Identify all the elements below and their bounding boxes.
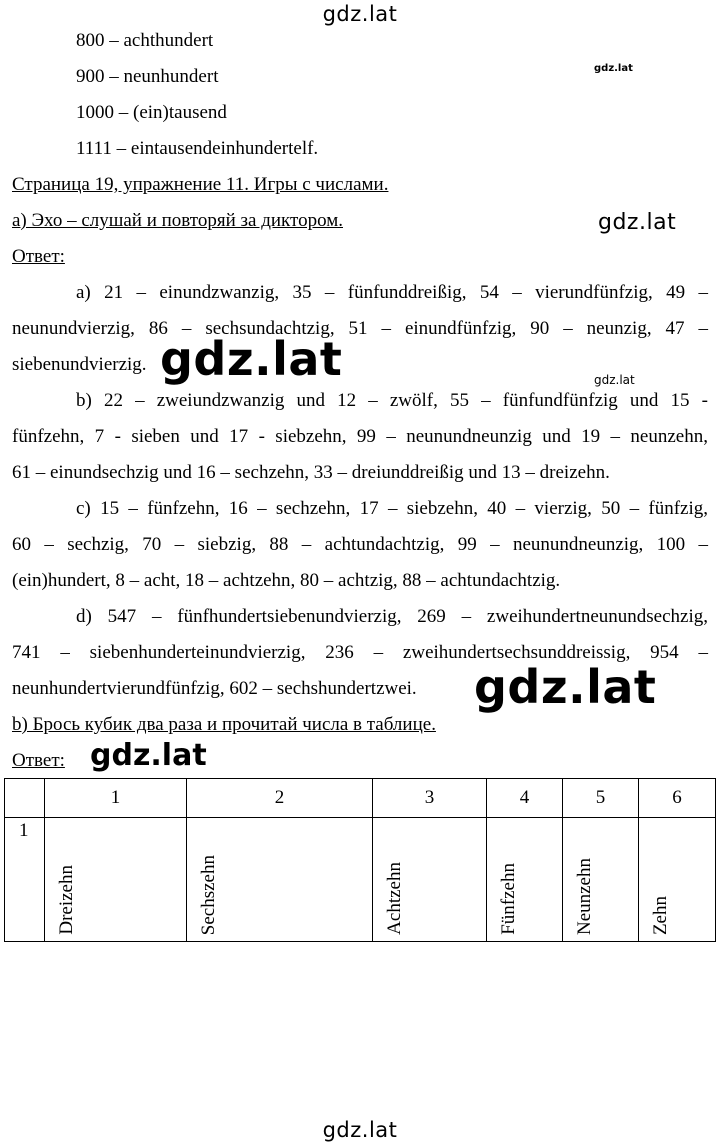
answer-label-2: Ответ: [12,750,65,771]
table-header-cell: 5 [563,779,639,818]
number-line-1000: 1000 – (ein)tausend [76,102,227,123]
table-header-cell: 3 [373,779,487,818]
table-row-label: 1 [5,818,45,942]
table-cell [373,818,487,942]
dice-numbers-table [4,778,716,942]
table-cell-text: Achtzehn [384,862,405,935]
table-cell-text: Sechszehn [198,854,219,935]
answer-d-line-3: neunhundertvierundfünfzig, 602 – sechshundertzwei. [12,678,417,699]
number-line-900: 900 – neunhundert [76,66,219,87]
answer-c-line-2: 60 – sechzig, 70 – siebzig, 88 – achtundachtzig, 99 – neunundneunzig, 100 – [12,534,708,555]
table-cell-text: Zehn [650,895,671,935]
watermark-top: gdz.lat [322,2,398,26]
table-header-cell: 6 [639,779,716,818]
answer-d-line-2: 741 – siebenhunderteinundvierzig, 236 – zweihundertsechsunddreissig, 954 – [12,642,708,663]
table-header-row [5,779,716,818]
task-a-heading: а) Эхо – слушай и повторяй за диктором. [12,210,343,231]
table-cell-text: Fünfzehn [498,863,519,935]
answer-label: Ответ: [12,246,65,267]
table-header-cell: 4 [487,779,563,818]
table-cell [639,818,716,942]
table-cell-text: Neunzehn [574,857,595,935]
answer-c-line-3: (ein)hundert, 8 – acht, 18 – achtzehn, 80 – achtzig, 88 – achtundachtzig. [12,570,561,591]
table-row [5,818,716,942]
answer-a-line-1: a) 21 – einundzwanzig, 35 – fünfunddreißig, 54 – vierundfünfzig, 49 – [76,282,708,303]
exercise-heading: Страница 19, упражнение 11. Игры с числами. [12,174,389,195]
answer-b-line-2: fünfzehn, 7 - sieben und 17 - siebzehn, 99 – neunundneunzig und 19 – neunzehn, [12,426,708,447]
answer-c-line-1: c) 15 – fünfzehn, 16 – sechzehn, 17 – siebzehn, 40 – vierzig, 50 – fünfzig, [76,498,708,519]
table-corner-cell [5,779,45,818]
table-header-cell: 1 [45,779,187,818]
table-header-cell: 2 [187,779,373,818]
number-line-800: 800 – achthundert [76,30,214,51]
answer-b-line-1: b) 22 – zweiundzwanzig und 12 – zwölf, 55 – fünfundfünfzig und 15 - [76,390,708,411]
number-line-1111: 1111 – eintausendeinhundertelf. [76,138,319,159]
table-cell [187,818,373,942]
answer-d-line-1: d) 547 – fünfhundertsiebenundvierzig, 269 – zweihundertneunundsechzig, [76,606,708,627]
table-cell-text: Dreizehn [56,865,77,935]
table-cell [45,818,187,942]
watermark-small: gdz.lat [594,63,633,74]
watermark-large-2: gdz.lat [474,660,657,714]
table-cell [563,818,639,942]
watermark-large-3: gdz.lat [90,738,207,773]
watermark-mid: gdz.lat [598,210,677,235]
watermark-large-1: gdz.lat [160,332,343,386]
answer-a-line-3: siebenundvierzig. [12,354,147,375]
answer-b-line-3: 61 – einundsechzig und 16 – sechzehn, 33 – dreiunddreißig und 13 – dreizehn. [12,462,610,483]
watermark-small-2: gdz.lat [594,373,635,387]
task-b-heading: b) Брось кубик два раза и прочитай числа в таблице. [12,714,436,735]
watermark-bottom: gdz.lat [322,1118,398,1142]
answer-a-line-2: neunundvierzig, 86 – sechsundachtzig, 51 – einundfünfzig, 90 – neunzig, 47 – [12,318,708,339]
table-cell [487,818,563,942]
